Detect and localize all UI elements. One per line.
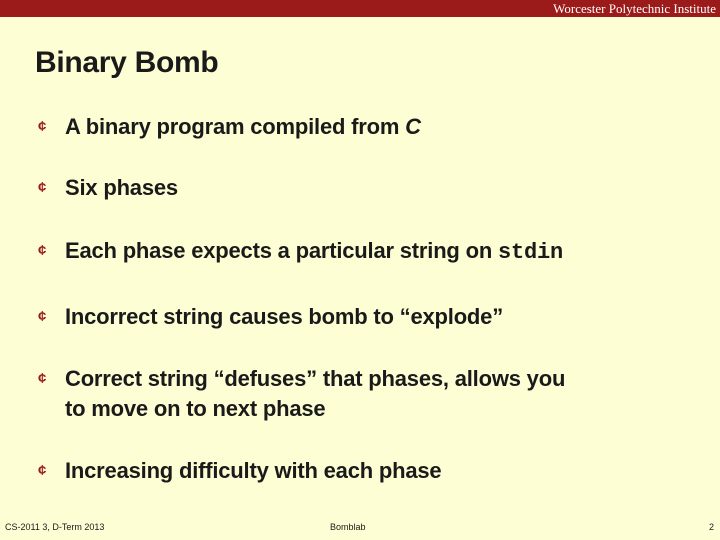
bullet-item [38,173,678,203]
bullet-item [38,236,678,268]
bullet-text: Each phase expects a particular string on stdin [65,238,563,265]
bullet-text: Six phases [65,175,178,200]
bullet-ring-icon: ¢ [38,370,47,387]
bullet-text: Incorrect string causes bomb to “explode” [65,304,504,329]
bullet-ring-icon: ¢ [38,308,47,325]
code-stdin: stdin [497,240,563,265]
bullet-ring-icon: ¢ [38,179,47,196]
bullet-text: A binary program compiled from C [65,114,421,139]
footer-topic: Bomblab [330,522,366,532]
footer-course: CS-2011 3, D-Term 2013 [5,522,105,532]
bullet-item [38,302,678,332]
slide-footer [0,519,720,537]
footer-page-number: 2 [708,522,714,532]
bullet-item [38,112,678,142]
bullet-ring-icon: ¢ [38,118,47,135]
institution-name: Worcester Polytechnic Institute [553,1,716,16]
bullet-item [38,364,678,424]
bullet-text: Correct string “defuses” that phases, allows you to move on to next phase [65,366,566,421]
slide-title: Binary Bomb [35,46,219,79]
bullet-ring-icon: ¢ [38,462,47,479]
bullet-item [38,456,678,486]
bullet-ring-icon: ¢ [38,242,47,259]
bullet-text: Increasing difficulty with each phase [65,458,442,483]
